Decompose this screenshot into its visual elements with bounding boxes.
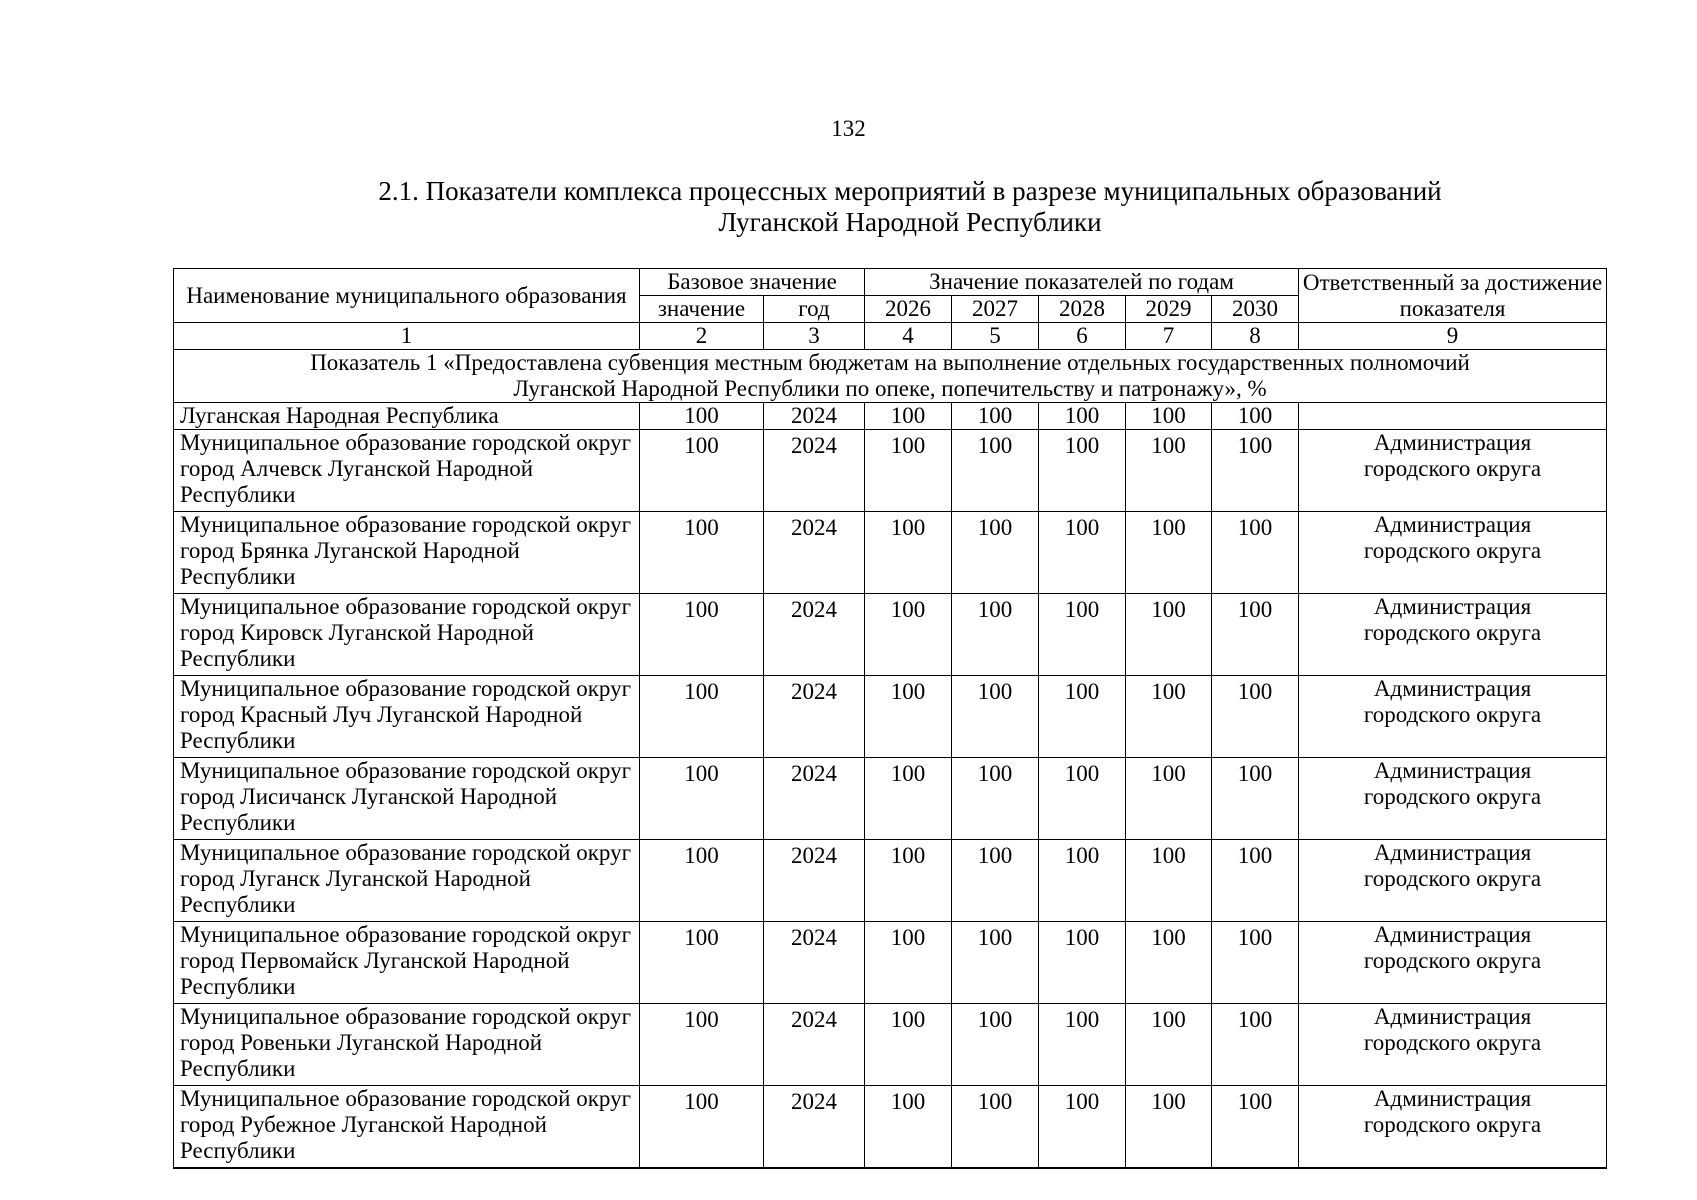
indicators-table [173,268,1607,1169]
responsible-line-1: Администрация [1373,594,1532,619]
indicator-title [174,350,1607,403]
responsible-line-2: городского округа [1363,702,1542,727]
value-2026: 100 [865,1086,952,1169]
base-value: 100 [640,1004,764,1086]
value-2028: 100 [1039,676,1126,758]
value-2030: 100 [1212,758,1299,840]
value-2030: 100 [1212,922,1299,1004]
value-2029: 100 [1126,1086,1212,1169]
value-2029: 100 [1126,430,1212,512]
table-row [174,594,1607,676]
responsible [1299,512,1607,594]
responsible [1299,1004,1607,1086]
value-2030: 100 [1212,1086,1299,1169]
value-2026: 100 [865,1004,952,1086]
municipality-name: Муниципальное образование городской округ город Ровеньки Луганской Народной Республики [174,1004,640,1086]
base-value: 100 [640,1086,764,1169]
municipality-name: Муниципальное образование городской округ город Брянка Луганской Народной Республики [174,512,640,594]
base-value: 100 [640,512,764,594]
column-number: 7 [1126,323,1212,350]
value-2026: 100 [865,594,952,676]
table-row [174,1004,1607,1086]
value-2028: 100 [1039,1004,1126,1086]
header-by-years: Значение показателей по годам [865,269,1299,296]
base-year: 2024 [764,594,865,676]
responsible-line-2: городского округа [1363,538,1542,563]
responsible-line-1: Администрация [1373,1086,1532,1111]
region-value-2029: 100 [1126,403,1212,430]
value-2029: 100 [1126,840,1212,922]
responsible-line-1: Администрация [1373,922,1532,947]
value-2027: 100 [952,840,1039,922]
responsible-line-1: Администрация [1373,512,1532,537]
responsible [1299,758,1607,840]
base-year: 2024 [764,430,865,512]
municipality-name: Муниципальное образование городской округ город Рубежное Луганской Народной Республики [174,1086,640,1169]
responsible [1299,1086,1607,1169]
value-2029: 100 [1126,758,1212,840]
value-2028: 100 [1039,594,1126,676]
responsible [1299,594,1607,676]
base-value: 100 [640,594,764,676]
value-2027: 100 [952,922,1039,1004]
value-2026: 100 [865,676,952,758]
responsible-line-1: Администрация [1373,676,1532,701]
page-number: 132 [831,116,866,141]
value-2027: 100 [952,594,1039,676]
value-2029: 100 [1126,676,1212,758]
base-year: 2024 [764,758,865,840]
responsible-line-1: Администрация [1373,1004,1532,1029]
header-year-2026: 2026 [865,296,952,323]
value-2026: 100 [865,840,952,922]
value-2029: 100 [1126,594,1212,676]
value-2026: 100 [865,430,952,512]
column-number: 3 [764,323,865,350]
header-responsible: Ответственный за достижение показателя [1299,269,1607,323]
municipality-name: Муниципальное образование городской округ город Кировск Луганской Народной Республики [174,594,640,676]
column-number: 8 [1212,323,1299,350]
value-2027: 100 [952,1004,1039,1086]
column-number: 1 [174,323,640,350]
responsible [1299,840,1607,922]
header-row-1 [174,269,1607,296]
responsible-line-2: городского округа [1363,456,1542,481]
column-number: 9 [1299,323,1607,350]
value-2030: 100 [1212,594,1299,676]
value-2027: 100 [952,1086,1039,1169]
value-2026: 100 [865,922,952,1004]
value-2028: 100 [1039,922,1126,1004]
table-row [174,758,1607,840]
header-base-year: год [764,296,865,323]
base-year: 2024 [764,1004,865,1086]
municipality-name: Муниципальное образование городской округ город Алчевск Луганской Народной Республики [174,430,640,512]
responsible-line-2: городского округа [1363,866,1542,891]
responsible-line-2: городского округа [1363,784,1542,809]
title-line-1: 2.1. Показатели комплекса процессных мероприятий в разрезе муниципальных образований [378,176,1442,206]
value-2029: 100 [1126,1004,1212,1086]
page-title [340,176,1480,238]
responsible-line-1: Администрация [1373,840,1532,865]
value-2030: 100 [1212,840,1299,922]
column-number: 6 [1039,323,1126,350]
responsible [1299,676,1607,758]
value-2030: 100 [1212,676,1299,758]
value-2029: 100 [1126,512,1212,594]
responsible-line-2: городского округа [1363,1030,1542,1055]
table-row [174,840,1607,922]
table-row [174,922,1607,1004]
region-responsible [1299,403,1607,430]
table-row [174,676,1607,758]
header-year-2029: 2029 [1126,296,1212,323]
column-number: 2 [640,323,764,350]
value-2026: 100 [865,758,952,840]
column-number: 5 [952,323,1039,350]
column-numbers-row [174,323,1607,350]
table-row [174,430,1607,512]
value-2026: 100 [865,512,952,594]
title-line-2: Луганской Народной Республики [718,207,1102,237]
region-value-2026: 100 [865,403,952,430]
value-2027: 100 [952,676,1039,758]
base-value: 100 [640,676,764,758]
indicator-row [174,350,1607,403]
header-base: Базовое значение [640,269,865,296]
responsible-line-2: городского округа [1363,948,1542,973]
value-2028: 100 [1039,512,1126,594]
header-year-2027: 2027 [952,296,1039,323]
value-2028: 100 [1039,840,1126,922]
base-value: 100 [640,758,764,840]
base-year: 2024 [764,922,865,1004]
value-2030: 100 [1212,512,1299,594]
base-value: 100 [640,922,764,1004]
indicator-line-2: Луганской Народной Республики по опеке, попечительству и патронажу», % [513,376,1267,401]
municipality-name: Муниципальное образование городской округ город Лисичанск Луганской Народной Республики [174,758,640,840]
municipality-name: Муниципальное образование городской округ город Красный Луч Луганской Народной Республики [174,676,640,758]
value-2030: 100 [1212,430,1299,512]
region-value-2030: 100 [1212,403,1299,430]
responsible-line-2: городского округа [1363,1112,1542,1137]
region-value-2028: 100 [1039,403,1126,430]
responsible-line-1: Администрация [1373,430,1532,455]
base-value: 100 [640,430,764,512]
municipality-name: Муниципальное образование городской округ город Луганск Луганской Народной Республики [174,840,640,922]
header-year-2028: 2028 [1039,296,1126,323]
value-2027: 100 [952,512,1039,594]
value-2030: 100 [1212,1004,1299,1086]
region-name: Луганская Народная Республика [174,403,640,430]
region-base-value: 100 [640,403,764,430]
header-year-2030: 2030 [1212,296,1299,323]
municipality-name: Муниципальное образование городской округ город Первомайск Луганской Народной Республики [174,922,640,1004]
value-2028: 100 [1039,430,1126,512]
base-value: 100 [640,840,764,922]
value-2028: 100 [1039,1086,1126,1169]
responsible-line-2: городского округа [1363,620,1542,645]
responsible-line-1: Администрация [1373,758,1532,783]
header-base-value: значение [640,296,764,323]
base-year: 2024 [764,512,865,594]
column-number: 4 [865,323,952,350]
base-year: 2024 [764,676,865,758]
indicator-line-1: Показатель 1 «Предоставлена субвенция местным бюджетам на выполнение отдельных государственных полномочий [310,350,1470,375]
table-row [174,1086,1607,1169]
header-name: Наименование муниципального образования [174,269,640,323]
region-total-row [174,403,1607,430]
base-year: 2024 [764,1086,865,1169]
region-base-year: 2024 [764,403,865,430]
value-2027: 100 [952,758,1039,840]
value-2029: 100 [1126,922,1212,1004]
responsible [1299,922,1607,1004]
base-year: 2024 [764,840,865,922]
value-2027: 100 [952,430,1039,512]
value-2028: 100 [1039,758,1126,840]
region-value-2027: 100 [952,403,1039,430]
responsible [1299,430,1607,512]
table-row [174,512,1607,594]
